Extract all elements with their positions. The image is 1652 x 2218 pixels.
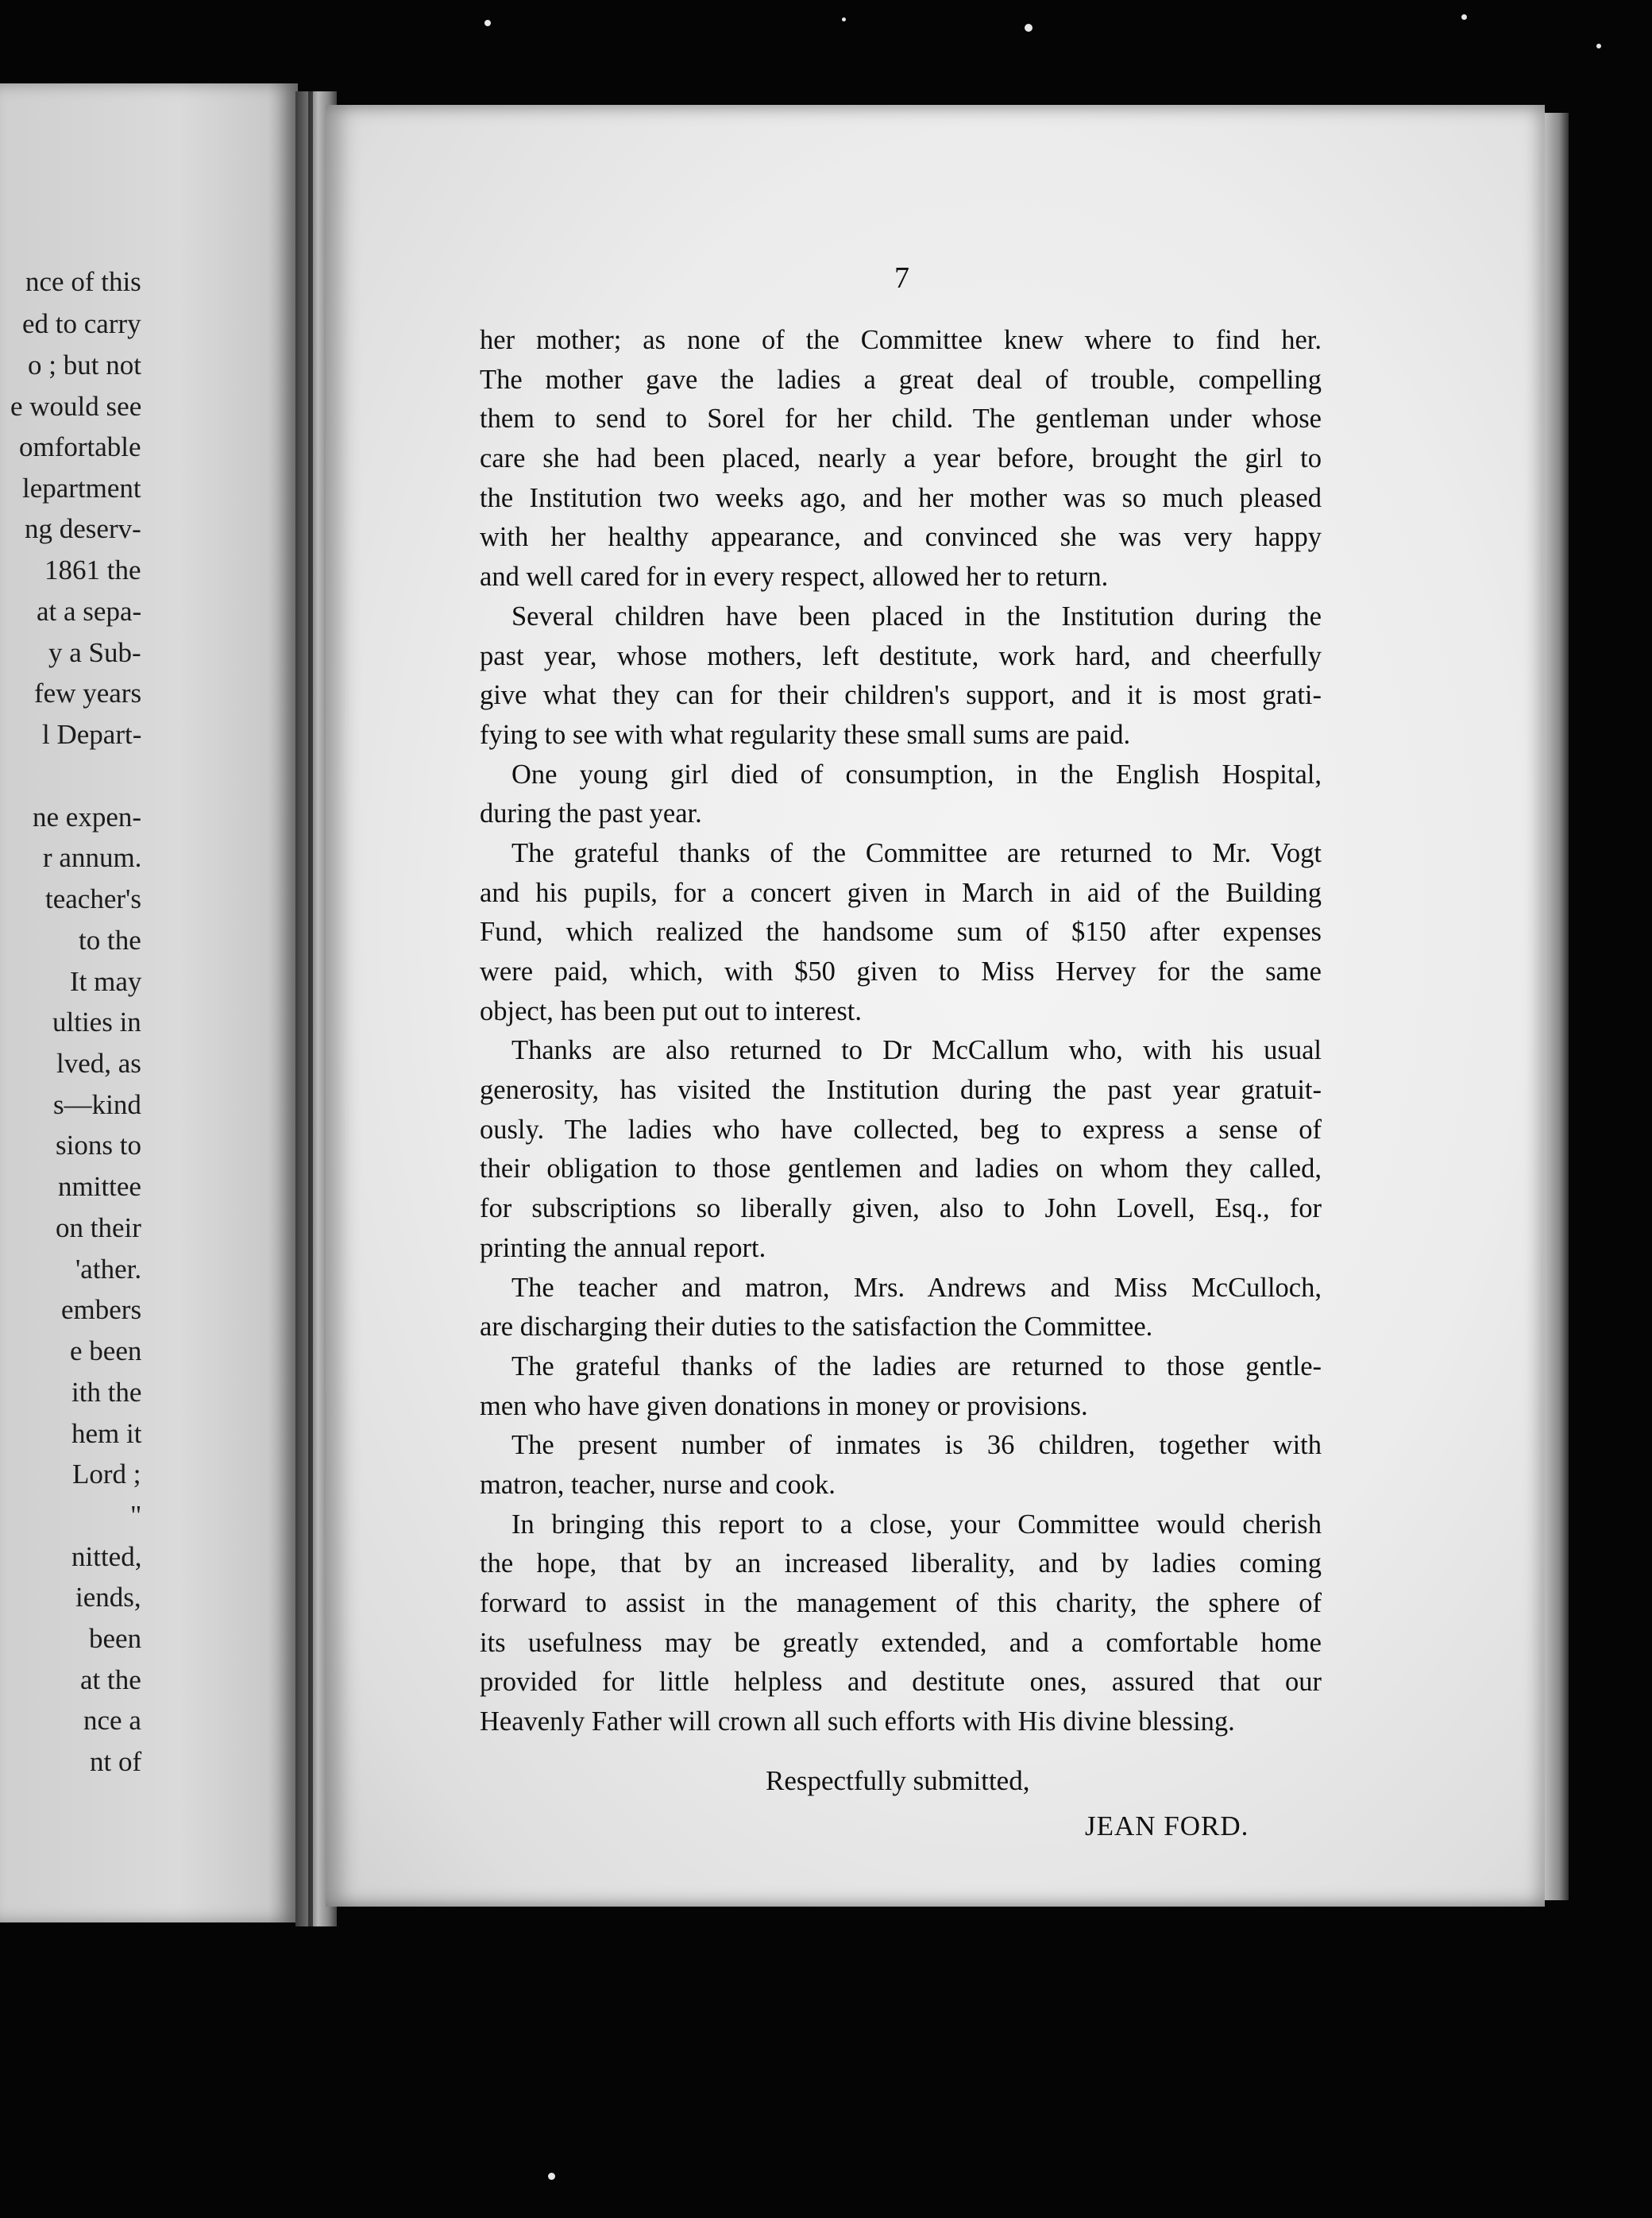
text-line: In bringing this report to a close, your Committee would cherish	[511, 1509, 1322, 1540]
left-page-fragment: teacher's	[45, 883, 141, 914]
closing-salutation: Respectfully submitted,	[766, 1765, 1030, 1796]
left-page-fragment: been	[89, 1623, 142, 1654]
page-number: 7	[894, 261, 909, 295]
text-line: printing the annual report.	[480, 1232, 766, 1263]
left-page-fragment: s—kind	[53, 1089, 141, 1120]
text-line: Thanks are also returned to Dr McCallum who, with his usual	[511, 1035, 1322, 1066]
body-text	[480, 321, 1322, 1742]
text-line: past year, whose mothers, left destitute, work hard, and cheerfully	[480, 640, 1322, 671]
left-page-fragment: 1861 the	[44, 554, 141, 585]
left-page-fragment: e would see	[10, 391, 142, 422]
left-page-fragment: o ; but not	[28, 350, 141, 381]
text-line: her mother; as none of the Committee knew where to find her.	[480, 325, 1322, 355]
text-line: The teacher and matron, Mrs. Andrews and Miss McCulloch,	[511, 1272, 1322, 1303]
text-line: care she had been placed, nearly a year before, brought the girl to	[480, 443, 1322, 474]
left-page-fragment: ng deserv-	[25, 513, 141, 544]
text-line: and well cared for in every respect, allowed her to return.	[480, 562, 1109, 593]
scan-speck	[1461, 14, 1467, 20]
scan-speck	[1025, 24, 1032, 32]
scan-speck	[548, 2173, 555, 2180]
text-line: Fund, which realized the handsome sum of $150 after expenses	[480, 917, 1322, 948]
text-line: Heavenly Father will crown all such efforts with His divine blessing.	[480, 1706, 1235, 1737]
left-page-fragment: to the	[79, 925, 141, 956]
facing-page-left	[0, 83, 298, 1922]
left-page-fragment: nitted,	[71, 1541, 142, 1572]
left-page-fragment: at a sepa-	[37, 596, 142, 627]
text-line: the Institution two weeks ago, and her mother was so much pleased	[480, 482, 1322, 513]
left-page-fragment: It may	[70, 966, 142, 997]
left-page-fragment: Lord ;	[72, 1459, 141, 1490]
text-line: object, has been put out to interest.	[480, 995, 862, 1026]
text-line: give what they can for their children's support, and it is most grati-	[480, 680, 1322, 711]
text-line: One young girl died of consumption, in the English Hospital,	[511, 759, 1322, 790]
text-line: ously. The ladies who have collected, beg to express a sense of	[480, 1114, 1322, 1145]
signature: JEAN FORD.	[1085, 1810, 1249, 1841]
page-edge	[1545, 113, 1569, 1900]
text-line: The mother gave the ladies a great deal of trouble, compelling	[480, 364, 1322, 395]
text-line: Several children have been placed in the Institution during the	[511, 601, 1322, 632]
left-page-fragment: at the	[80, 1664, 141, 1695]
text-line: The grateful thanks of the ladies are returned to those gentle-	[511, 1351, 1322, 1381]
left-page-fragment: nmittee	[58, 1171, 141, 1202]
text-line: their obligation to those gentlemen and ladies on whom they called,	[480, 1153, 1322, 1184]
left-page-fragment: nce of this	[25, 266, 141, 297]
text-line: are discharging their duties to the satisfaction the Committee.	[480, 1312, 1153, 1343]
left-page-fragment: "	[130, 1500, 142, 1531]
text-line: The present number of inmates is 36 children, together with	[511, 1430, 1322, 1461]
left-page-fragment: hem it	[71, 1418, 142, 1449]
left-page-fragment: ne expen-	[33, 802, 142, 833]
text-line: provided for little helpless and destitute ones, assured that our	[480, 1667, 1322, 1698]
left-page-fragment: lved, as	[56, 1048, 141, 1079]
text-line: forward to assist in the management of this charity, the sphere of	[480, 1588, 1322, 1618]
left-page-fragment: nce a	[83, 1705, 141, 1736]
left-page-fragment: l Depart-	[42, 719, 142, 750]
text-line: The grateful thanks of the Committee are returned to Mr. Vogt	[511, 837, 1322, 868]
scan-speck	[842, 17, 846, 21]
text-line: were paid, which, with $50 given to Miss Hervey for the same	[480, 956, 1322, 987]
text-line: with her healthy appearance, and convinced she was very happy	[480, 522, 1322, 553]
text-line: for subscriptions so liberally given, also to John Lovell, Esq., for	[480, 1193, 1322, 1224]
left-page-fragment: 'ather.	[75, 1254, 142, 1285]
text-line: and his pupils, for a concert given in March in aid of the Building	[480, 877, 1322, 908]
left-page-fragment: embers	[61, 1294, 142, 1325]
left-page-fragment: on their	[56, 1212, 141, 1243]
text-line: them to send to Sorel for her child. The gentleman under whose	[480, 404, 1322, 435]
text-line: generosity, has visited the Institution during the past year gratuit-	[480, 1075, 1322, 1106]
scan-speck	[484, 20, 491, 26]
text-line: matron, teacher, nurse and cook.	[480, 1469, 836, 1500]
scan-speck	[1596, 44, 1601, 48]
left-page-fragment: r annum.	[43, 842, 142, 873]
left-page-fragment: sions to	[56, 1130, 141, 1161]
left-page-fragment: ed to carry	[22, 308, 141, 339]
left-page-fragment: ulties in	[52, 1007, 141, 1038]
left-page-fragment: e been	[70, 1335, 142, 1366]
text-line: men who have given donations in money or provisions.	[480, 1390, 1088, 1421]
left-page-fragment: ith the	[71, 1377, 142, 1408]
text-line: during the past year.	[480, 798, 702, 829]
left-page-fragment: iends,	[75, 1582, 141, 1613]
left-page-fragment: y a Sub-	[48, 637, 141, 668]
left-page-fragment: few years	[34, 678, 142, 709]
text-line: its usefulness may be greatly extended, and a comfortable home	[480, 1627, 1322, 1658]
spine-tear	[308, 91, 313, 1926]
left-page-fragment: lepartment	[22, 473, 141, 504]
text-line: the hope, that by an increased liberality, and by ladies coming	[480, 1548, 1322, 1579]
left-page-fragment: omfortable	[19, 431, 141, 462]
text-line: fying to see with what regularity these small sums are paid.	[480, 719, 1131, 750]
left-page-fragment: nt of	[90, 1746, 142, 1777]
